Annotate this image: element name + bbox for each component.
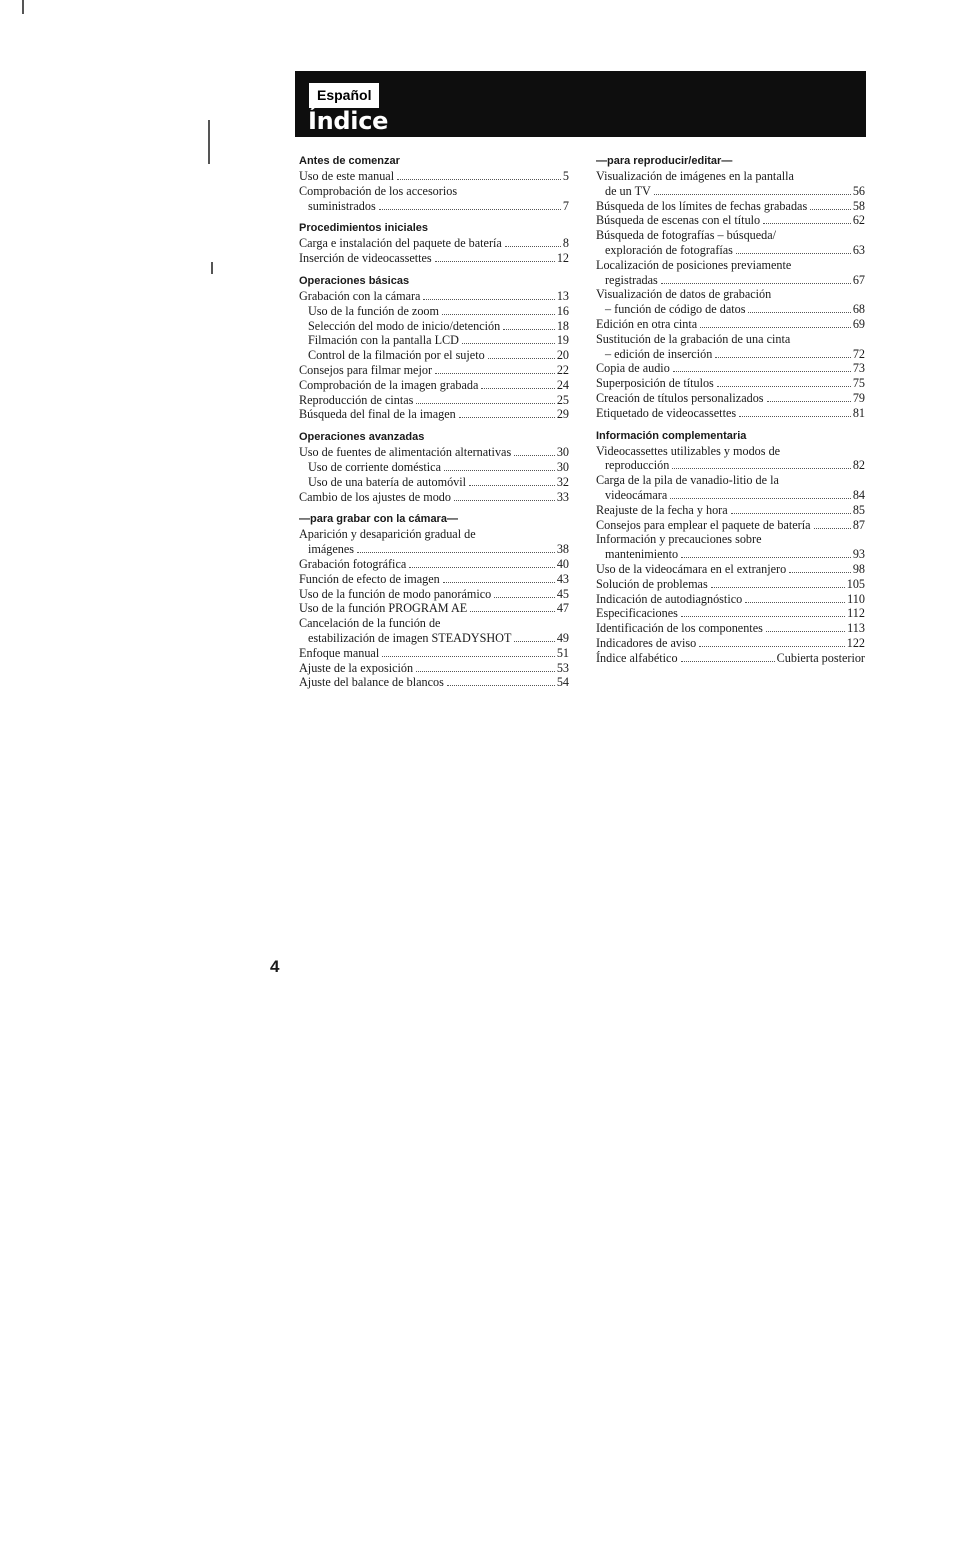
toc-entry	[596, 444, 865, 474]
toc-section	[299, 430, 569, 504]
entry-label: Visualización de datos de grabación	[596, 287, 772, 302]
toc-entry	[299, 236, 569, 251]
toc-entry	[299, 527, 569, 557]
toc-left-column	[299, 154, 569, 698]
entry-label: Uso de la función de zoom	[308, 303, 439, 318]
page-ref: 62	[852, 213, 865, 228]
entry-label: Grabación con la cámara	[299, 288, 421, 303]
dot-leader	[748, 312, 850, 313]
entry-label: Ajuste de la exposición	[299, 660, 414, 675]
toc-entry	[299, 169, 569, 184]
dot-leader	[739, 416, 851, 417]
dot-leader	[454, 500, 555, 501]
page-ref: 69	[852, 316, 865, 331]
entry-label: Aparición y desaparición gradual de	[299, 527, 476, 542]
toc-entry	[596, 258, 865, 288]
entry-continuation	[596, 347, 865, 362]
dot-leader	[711, 587, 845, 588]
toc-entry	[596, 503, 865, 518]
toc-entry	[299, 460, 569, 475]
toc-entry	[596, 406, 865, 421]
dot-leader	[681, 661, 775, 662]
page-ref: 16	[556, 303, 569, 318]
dot-leader	[715, 357, 851, 358]
entry-label: Copia de audio	[596, 361, 670, 376]
dot-leader	[789, 572, 851, 573]
entry-label: Indicación de autodiagnóstico	[596, 591, 743, 606]
toc-entry	[596, 287, 865, 317]
dot-leader	[382, 656, 555, 657]
page-ref: 58	[852, 198, 865, 213]
entry-label: Indicadores de aviso	[596, 635, 697, 650]
dot-leader	[443, 582, 555, 583]
entry-label: Etiquetado de videocassettes	[596, 405, 737, 420]
page-ref: 25	[556, 392, 569, 407]
entry-label: Localización de posiciones previamente	[596, 257, 792, 272]
page-ref: 45	[556, 586, 569, 601]
page-ref: 79	[852, 390, 865, 405]
page-ref: 22	[556, 362, 569, 377]
page-ref: 112	[847, 606, 865, 621]
toc-entry	[596, 361, 865, 376]
page-number: 4	[270, 957, 280, 976]
entry-label: Identificación de los componentes	[596, 621, 763, 636]
toc-entry	[596, 651, 865, 666]
entry-label: Uso de la función de modo panorámico	[299, 586, 492, 601]
entry-label-continued: videocámara	[605, 487, 668, 502]
dot-leader	[514, 455, 555, 456]
dot-leader	[731, 513, 851, 514]
entry-continuation	[596, 243, 865, 258]
page-ref: 63	[852, 242, 865, 257]
page-ref: 85	[852, 502, 865, 517]
entry-label: Inserción de videocassettes	[299, 251, 432, 266]
entry-label-continued: exploración de fotografías	[605, 242, 733, 257]
dot-leader	[654, 194, 851, 195]
scan-mark	[22, 0, 24, 14]
entry-continuation	[299, 199, 569, 214]
toc-entry	[596, 213, 865, 228]
dot-leader	[409, 567, 555, 568]
entry-label: Reproducción de cintas	[299, 392, 414, 407]
entry-label: Función de efecto de imagen	[299, 571, 440, 586]
scan-mark	[211, 262, 213, 274]
toc-entry	[596, 532, 865, 562]
toc-entry	[299, 304, 569, 319]
toc-section	[596, 154, 865, 421]
page-ref: 93	[852, 547, 865, 562]
toc-section	[299, 274, 569, 422]
dot-leader	[661, 283, 851, 284]
scan-mark	[208, 120, 210, 164]
dot-leader	[423, 299, 554, 300]
entry-label: Uso de este manual	[299, 169, 395, 183]
page-ref: 51	[556, 645, 569, 660]
toc-entry	[299, 363, 569, 378]
dot-leader	[462, 343, 555, 344]
entry-label: Sustitución de la grabación de una cinta	[596, 331, 791, 346]
language-badge: Español	[309, 83, 379, 108]
dot-leader	[670, 498, 851, 499]
page-ref: 32	[556, 474, 569, 489]
toc-entry	[299, 445, 569, 460]
page-ref: 47	[556, 601, 569, 616]
section-title: Operaciones avanzadas	[299, 431, 425, 444]
dot-leader	[416, 671, 555, 672]
page-ref: 19	[556, 333, 569, 348]
dot-leader	[447, 685, 555, 686]
toc-section	[299, 154, 569, 213]
toc-entry	[299, 601, 569, 616]
toc-entry	[596, 317, 865, 332]
toc-right-column	[596, 154, 865, 674]
entry-label: Comprobación de la imagen grabada	[299, 377, 479, 392]
dot-leader	[416, 403, 554, 404]
toc-entry	[596, 577, 865, 592]
entry-label: Uso de una batería de automóvil	[308, 474, 467, 489]
page-ref: 122	[846, 635, 865, 650]
page-ref: 18	[556, 318, 569, 333]
dot-leader	[397, 179, 561, 180]
section-title: —para reproducir/editar—	[596, 155, 733, 167]
toc-entry	[596, 621, 865, 636]
dot-leader	[379, 209, 561, 210]
dot-leader	[444, 470, 555, 471]
toc-entry	[299, 646, 569, 661]
entry-continuation	[596, 273, 865, 288]
entry-label: Videocassettes utilizables y modos de	[596, 443, 781, 458]
toc-entry	[299, 348, 569, 363]
page-ref: 67	[852, 272, 865, 287]
page-ref: 5	[562, 169, 569, 183]
page-ref: 30	[556, 445, 569, 460]
header-bar	[295, 71, 866, 137]
toc-entry	[299, 490, 569, 505]
entry-label: Solución de problemas	[596, 576, 708, 591]
entry-label-continued: suministrados	[308, 198, 376, 213]
dot-leader	[673, 371, 851, 372]
page-ref: 7	[562, 198, 569, 213]
dot-leader	[745, 602, 845, 603]
toc-section	[299, 221, 569, 266]
entry-continuation	[299, 542, 569, 557]
page-ref: 72	[852, 346, 865, 361]
toc-entry	[299, 393, 569, 408]
dot-leader	[481, 388, 554, 389]
entry-label-continued: estabilización de imagen STEADYSHOT	[308, 630, 512, 645]
entry-label: Comprobación de los accesorios	[299, 183, 458, 198]
entry-continuation	[596, 458, 865, 473]
entry-continuation	[596, 488, 865, 503]
section-title: Información complementaria	[596, 429, 747, 442]
entry-label: Edición en otra cinta	[596, 316, 698, 331]
entry-label: Visualización de imágenes en la pantalla	[596, 169, 794, 183]
toc-entry	[299, 675, 569, 690]
page-ref: 54	[556, 675, 569, 690]
entry-label-continued: reproducción	[605, 458, 670, 473]
dot-leader	[469, 485, 555, 486]
dot-leader	[442, 314, 555, 315]
entry-continuation	[596, 184, 865, 199]
dot-leader	[459, 417, 555, 418]
entry-label: Consejos para emplear el paquete de batería	[596, 517, 811, 532]
toc-entry	[299, 587, 569, 602]
entry-label-continued: – edición de inserción	[605, 346, 713, 361]
page-ref: 56	[852, 183, 865, 198]
entry-label: Uso de la función PROGRAM AE	[299, 601, 468, 616]
entry-label: Cambio de los ajustes de modo	[299, 489, 451, 504]
dot-leader	[699, 646, 845, 647]
entry-label-continued: registradas	[605, 272, 658, 287]
entry-label: Enfoque manual	[299, 645, 380, 660]
dot-leader	[700, 327, 851, 328]
toc-section	[299, 512, 569, 690]
toc-entry	[299, 333, 569, 348]
dot-leader	[470, 611, 555, 612]
page-ref: 40	[556, 556, 569, 571]
entry-label: Reajuste de la fecha y hora	[596, 502, 728, 517]
entry-label: Creación de títulos personalizados	[596, 390, 764, 405]
entry-label: Filmación con la pantalla LCD	[308, 333, 459, 348]
dot-leader	[494, 597, 555, 598]
entry-continuation	[596, 302, 865, 317]
page-ref: 12	[556, 251, 569, 266]
section-title: Operaciones básicas	[299, 274, 410, 287]
entry-label: Información y precauciones sobre	[596, 532, 762, 547]
entry-label-continued: mantenimiento	[605, 547, 679, 562]
toc-entry	[596, 228, 865, 258]
entry-label: Uso de la videocámara en el extranjero	[596, 561, 787, 576]
dot-leader	[505, 246, 561, 247]
entry-continuation	[299, 631, 569, 646]
toc-entry	[596, 562, 865, 577]
dot-leader	[672, 468, 851, 469]
entry-continuation	[596, 547, 865, 562]
page-ref: 87	[852, 517, 865, 532]
toc-entry	[596, 518, 865, 533]
dot-leader	[717, 386, 851, 387]
toc-entry	[596, 199, 865, 214]
toc-entry	[596, 391, 865, 406]
page-ref: 98	[852, 561, 865, 576]
toc-entry	[299, 407, 569, 422]
dot-leader	[503, 329, 555, 330]
entry-label: Búsqueda de escenas con el título	[596, 213, 761, 228]
dot-leader	[810, 209, 851, 210]
dot-leader	[514, 641, 554, 642]
toc-entry	[596, 169, 865, 199]
entry-label: Selección del modo de inicio/detención	[308, 318, 501, 333]
page-ref: 53	[556, 660, 569, 675]
toc-entry	[596, 376, 865, 391]
toc-section	[596, 429, 865, 666]
entry-label: Uso de fuentes de alimentación alternativas	[299, 445, 512, 460]
toc-entry	[299, 661, 569, 676]
toc-entry	[299, 319, 569, 334]
dot-leader	[357, 552, 555, 553]
page-ref: Cubierta posterior	[776, 650, 865, 665]
dot-leader	[763, 223, 851, 224]
toc-entry	[299, 184, 569, 214]
section-title: Procedimientos iniciales	[299, 222, 428, 235]
page-ref: 82	[852, 458, 865, 473]
dot-leader	[435, 261, 555, 262]
entry-label: Búsqueda de los límites de fechas grabadas	[596, 198, 808, 213]
page-ref: 33	[556, 489, 569, 504]
entry-label: Grabación fotográfica	[299, 556, 407, 571]
page-ref: 113	[847, 621, 865, 636]
toc-entry	[299, 251, 569, 266]
page-ref: 29	[556, 407, 569, 422]
page-ref: 30	[556, 459, 569, 474]
entry-label: Uso de corriente doméstica	[308, 459, 441, 474]
entry-label-continued: – función de código de datos	[605, 302, 746, 317]
page-ref: 68	[852, 302, 865, 317]
page-ref: 75	[852, 376, 865, 391]
dot-leader	[681, 616, 845, 617]
entry-label: Control de la filmación por el sujeto	[308, 348, 485, 363]
toc-entry	[299, 572, 569, 587]
dot-leader	[767, 401, 851, 402]
page-ref: 38	[556, 542, 569, 557]
entry-label: Carga e instalación del paquete de batería	[299, 236, 502, 251]
toc-entry	[596, 636, 865, 651]
page-title: Índice	[308, 107, 389, 135]
entry-label: Ajuste del balance de blancos	[299, 675, 444, 690]
page-ref: 84	[852, 487, 865, 502]
entry-label: Índice alfabético	[596, 650, 678, 665]
entry-label-continued: de un TV	[605, 183, 651, 198]
page-ref: 49	[556, 630, 569, 645]
toc-entry	[596, 592, 865, 607]
dot-leader	[488, 358, 555, 359]
page-ref: 73	[852, 361, 865, 376]
section-title: —para grabar con la cámara—	[299, 513, 458, 526]
toc-entry	[596, 473, 865, 503]
page-ref: 105	[846, 576, 865, 591]
page-ref: 8	[562, 236, 569, 251]
page-ref: 110	[847, 591, 865, 606]
entry-label: Especificaciones	[596, 606, 678, 621]
dot-leader	[435, 373, 555, 374]
entry-label: Búsqueda del final de la imagen	[299, 407, 456, 422]
page-ref: 24	[556, 377, 569, 392]
toc-entry	[299, 557, 569, 572]
entry-label: Superposición de títulos	[596, 376, 714, 391]
toc-entry	[596, 606, 865, 621]
entry-label: Cancelación de la función de	[299, 616, 441, 631]
entry-label: Carga de la pila de vanadio-litio de la	[596, 473, 779, 488]
dot-leader	[814, 528, 851, 529]
page-ref: 81	[852, 405, 865, 420]
section-title: Antes de comenzar	[299, 155, 400, 167]
toc-entry	[596, 332, 865, 362]
entry-label-continued: imágenes	[308, 542, 355, 557]
page-ref: 43	[556, 571, 569, 586]
toc-entry	[299, 378, 569, 393]
dot-leader	[681, 557, 851, 558]
page-ref: 20	[556, 348, 569, 363]
dot-leader	[766, 631, 845, 632]
toc-entry	[299, 616, 569, 646]
entry-label: Búsqueda de fotografías – búsqueda/	[596, 228, 777, 243]
page-ref: 13	[556, 288, 569, 303]
toc-entry	[299, 289, 569, 304]
dot-leader	[736, 253, 851, 254]
toc-entry	[299, 475, 569, 490]
entry-label: Consejos para filmar mejor	[299, 362, 433, 377]
